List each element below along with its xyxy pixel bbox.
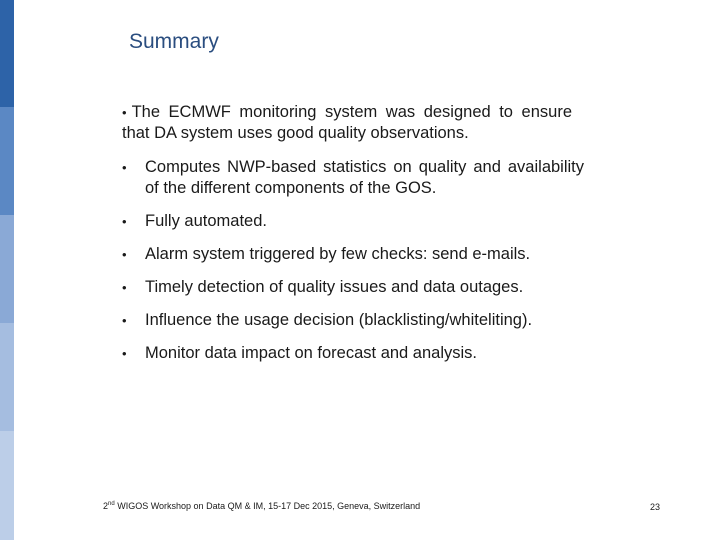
intro-paragraph bbox=[122, 102, 572, 144]
sidebar-color-bar bbox=[0, 0, 14, 540]
bullet-text: Computes NWP-based statistics on quality and availability of the different components of the GOS. bbox=[145, 158, 584, 197]
sidebar-segment bbox=[0, 323, 14, 431]
intro-bullet: • bbox=[122, 105, 127, 120]
footer-text bbox=[103, 501, 420, 511]
list-item bbox=[122, 157, 584, 199]
list-item bbox=[122, 343, 584, 364]
list-item bbox=[122, 211, 584, 232]
sidebar-segment bbox=[0, 0, 14, 107]
list-item bbox=[122, 244, 584, 265]
bullet-text: Timely detection of quality issues and data outages. bbox=[145, 278, 524, 296]
bullet-icon: • bbox=[122, 346, 127, 361]
bullet-text: Monitor data impact on forecast and analysis. bbox=[145, 344, 478, 362]
slide-title: Summary bbox=[129, 30, 219, 53]
intro-text: The ECMWF monitoring system was designed to ensure that DA system uses good quality observations. bbox=[122, 103, 572, 142]
sidebar-segment bbox=[0, 431, 14, 540]
bullet-icon: • bbox=[122, 313, 127, 328]
list-item bbox=[122, 277, 584, 298]
bullet-text: Influence the usage decision (blacklisting/whiteliting). bbox=[145, 311, 533, 329]
sidebar-segment bbox=[0, 215, 14, 323]
bullet-icon: • bbox=[122, 214, 127, 229]
list-item bbox=[122, 310, 584, 331]
sidebar-segment bbox=[0, 107, 14, 215]
footer-superscript: nd bbox=[108, 501, 115, 507]
bullet-icon: • bbox=[122, 280, 127, 295]
footer-number: 2 bbox=[103, 501, 109, 511]
bullet-icon: • bbox=[122, 247, 127, 262]
bullet-text: Fully automated. bbox=[145, 212, 267, 230]
bullet-list bbox=[122, 157, 584, 364]
bullet-text: Alarm system triggered by few checks: send e-mails. bbox=[145, 245, 531, 263]
footer-label: WIGOS Workshop on Data QM & IM, 15-17 Dec 2015, Geneva, Switzerland bbox=[114, 501, 421, 511]
bullet-icon: • bbox=[122, 160, 127, 175]
page-number: 23 bbox=[650, 502, 661, 512]
